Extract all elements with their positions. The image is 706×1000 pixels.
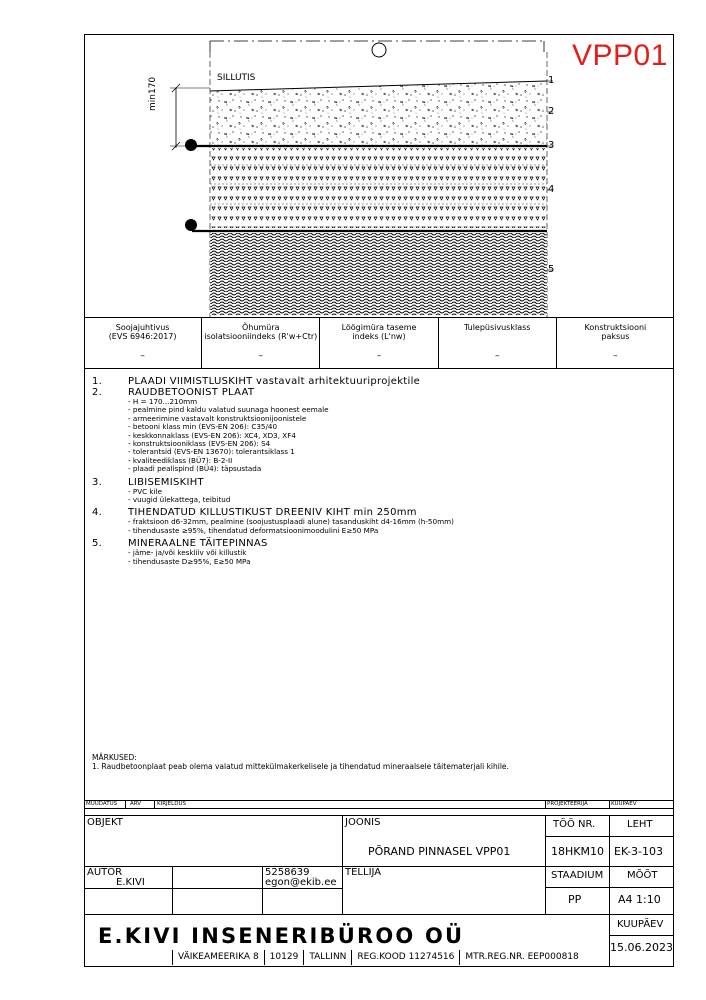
phone: 5258639 [265,867,310,878]
divider [545,800,546,808]
drawing-code: VPP01 [572,39,668,72]
company-name: E.KIVI INSENERIBÜROO OÜ [98,924,465,948]
date-label: KUUPÄEV [617,919,664,930]
floor-section-sketch [84,34,674,318]
revision-col-count: ARV [130,801,142,807]
layer-item: - betooni klass min (EVS-EN 206): C35/40 [128,422,278,432]
layer-item: - konstruktsiooniklass (EVS-EN 206): S4 [128,439,271,449]
divider [342,815,343,914]
property-cell [557,318,674,368]
layer-marker-dot [185,219,197,231]
sheet-no: EK-3-103 [614,845,663,858]
layer-item: - H = 170...210mm [128,397,198,406]
layer-item: - jäme- ja/või keskliiv või killustik [128,548,247,558]
property-cell [202,318,320,368]
layer-item: - pealmine pind kaldu valatud suunaga hoonest eemale [128,405,329,415]
property-value: – [258,351,264,361]
layer-item: - tolerantsid (EVS-EN 13670): tolerantsiklass 1 [128,447,295,457]
property-label: Soojajuhtivus (EVS 6946:2017) [108,323,177,341]
layer-number-3: 3 [548,140,555,151]
author-label: AUTOR [87,867,123,878]
reg-code: REG.KOOD 11274516 [351,950,459,965]
layer-title: PLAADI VIIMISTLUSKIHT vastavalt arhitektuuriprojektile [128,376,421,387]
drawing-label: JOONIS [345,817,381,828]
layer-notes [92,376,662,566]
revision-col-date: KUUPÄEV [611,801,637,807]
divider [84,888,342,889]
date: 15.06.2023 [610,941,673,954]
layer-marker-dot [185,139,197,151]
property-value: – [376,351,382,361]
dimension-label: min170 [148,76,158,111]
address-city: TALLINN [303,950,351,965]
revision-col-designer: PROJEKTEERIJA [547,801,588,807]
object-label: OBJEKT [87,817,123,828]
scale-label: MÕÕT [627,870,658,881]
property-cell [439,318,557,368]
divider [609,935,674,936]
property-value: – [140,351,145,361]
divider [84,815,674,816]
layer-number-2: 2 [548,106,555,117]
property-cell [320,318,438,368]
divider [172,866,173,914]
author-name: E.KIVI [116,877,145,888]
stage: PP [568,893,582,906]
address-row [172,950,584,965]
layer-item: - fraktsioon d6-32mm, pealmine (soojustusplaadi alune) tasanduskiht d4-16mm (h-50mm) [128,517,454,527]
layer-item: - plaadi pealispind (BÜ4): täpsustada [128,464,262,474]
divider [545,815,546,914]
layer-number-5: 5 [548,264,555,275]
property-value: – [613,351,618,361]
email: egon@ekib.ee [265,877,337,888]
layer-num: 3. [92,476,103,488]
layer-number-4: 4 [548,184,555,195]
surface-label: SILLUTIS [217,73,256,83]
layer-heading [92,376,662,387]
sheet-label: LEHT [627,819,653,830]
address-postcode: 10129 [264,950,304,965]
layer-title: LIBISEMISKIHT [128,476,204,488]
divider [609,800,610,808]
layer-num: 4. [92,507,103,519]
property-label: Konstruktsiooni paksus [584,323,647,341]
layer-number-1: 1 [548,75,555,86]
layer-item: - keskkonnaklass (EVS-EN 206): XC4, XD3, XF4 [128,430,296,440]
address-street: VÄIKEAMEERIKA 8 [172,950,264,965]
layer-num: 2. [92,387,103,398]
divider [154,800,155,808]
layer-num: 1. [92,376,103,387]
layer-item: - armeerimine vastavalt konstruktsioonijoonistele [128,413,307,423]
properties-table [84,317,674,369]
mtr-reg: MTR.REG.NR. EEP000818 [459,950,583,965]
layer-item: - kvaliteediklass (BÜ7): B-2-II [128,455,233,465]
layer-item: - vuugid ülekattega, teibitud [128,495,231,505]
divider [84,808,674,809]
layer-title: RAUDBETOONIST PLAAT [128,387,255,398]
divider [262,866,263,914]
layer-item: - tihendusaste ≥95%, tihendatud deformatsioonimoodulini E≥50 MPa [128,525,379,535]
layer-title: MINERAALNE TÄITEPINNAS [128,538,268,550]
drawing-title: PÕRAND PINNASEL VPP01 [368,845,511,858]
layer-heading [92,477,662,488]
property-label: Õhumüra isolatsiooniindeks (R'w+Ctr) [204,323,318,341]
layer-item: - PVC kile [128,486,163,496]
property-label: Tulepüsivusklass [463,323,531,332]
property-cell [84,318,202,368]
remarks [92,753,509,771]
layer-num: 5. [92,538,103,550]
remark-item: 1. Raudbetoonplaat peab olema valatud mittekülmakerkelisele ja tihendatud mineraalsele täitematerjali kihile. [92,762,509,771]
client-label: TELLIJA [345,867,382,878]
stage-label: STAADIUM [551,870,604,881]
remarks-title: MÄRKUSED: [92,753,137,762]
layer-item: - tihendusaste D≥95%, E≥50 MPa [128,556,251,566]
scale: A4 1:10 [618,893,661,906]
divider [125,800,126,808]
property-value: – [494,351,500,361]
property-label: Löögimüra taseme indeks (L'nw) [341,323,417,341]
work-no-label: TÖÖ NR. [553,819,596,830]
divider [84,914,674,915]
revision-col-change: MUUDATUS [86,801,118,807]
revision-col-description: KIRJELDUS [157,801,186,807]
layer-title: TIHENDATUD KILLUSTIKUST DREENIV KIHT min 250mm [128,507,417,519]
work-no: 18HKM10 [551,845,604,858]
